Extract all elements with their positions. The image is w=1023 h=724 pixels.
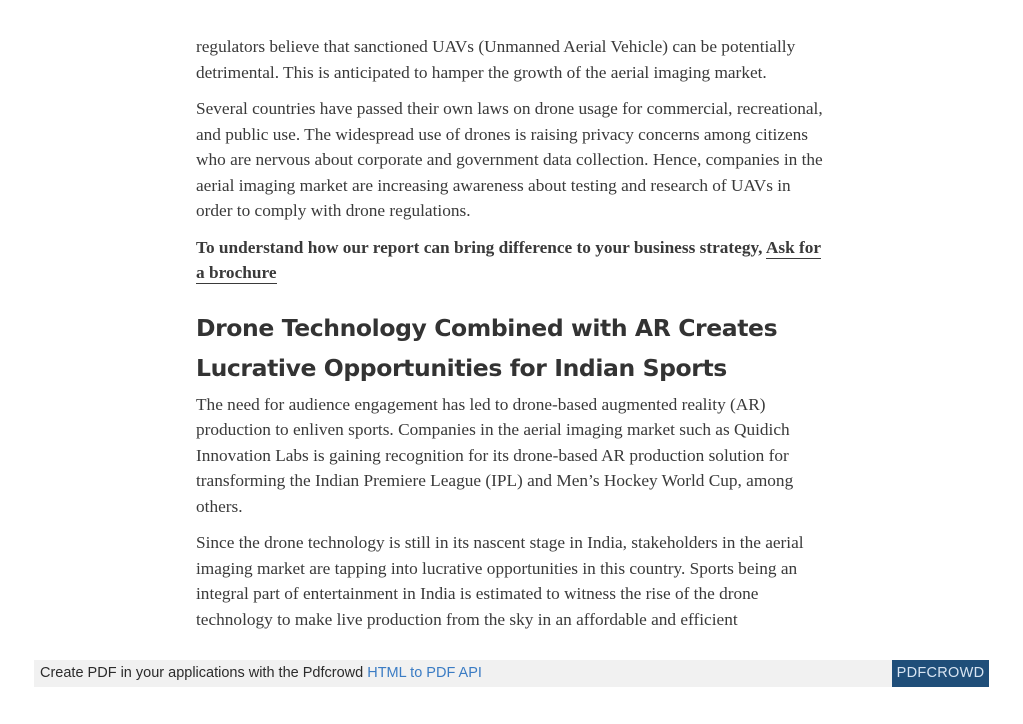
footer-message: Create PDF in your applications with the Pdfcrowd: [40, 665, 368, 681]
article-body: [196, 34, 826, 643]
html-to-pdf-api-link[interactable]: HTML to PDF API: [367, 665, 482, 681]
section-heading: Drone Technology Combined with AR Creates Lucrative Opportunities for Indian Sports: [196, 313, 778, 382]
ask-for-brochure-link[interactable]: Ask for a brochure: [196, 237, 822, 282]
pdfcrowd-brand-button[interactable]: PDFCROWD: [892, 660, 989, 687]
paragraph-drone-laws: Several countries have passed their own laws on drone usage for commercial, recreational, and public use. The widespread use of drones is raising privacy concerns among citizens who are nervous about corporate and government data collection. Hence, companies in the aerial imaging market are increasing awareness about testing and research of UAVs in order to comply with drone regulations.: [196, 99, 823, 220]
paragraph-ar-sports: The need for audience engagement has led to drone-based augmented reality (AR) production to enliven sports. Companies in the aerial imaging market such as Quidich Innovation Labs is gaining recognition for its drone-based AR production solution for transforming the Indian Premiere League (IPL) and Men’s Hockey World Cup, among others.: [196, 394, 794, 516]
brochure-callout: [196, 235, 826, 286]
paragraph-regulations: regulators believe that sanctioned UAVs (Unmanned Aerial Vehicle) can be potentially detrimental. This is anticipated to hamper the growth of the aerial imaging market.: [196, 37, 796, 82]
footer-text: [40, 665, 482, 681]
pdfcrowd-footer-bar: [34, 660, 989, 687]
paragraph-india-drones: Since the drone technology is still in its nascent stage in India, stakeholders in the aerial imaging market are tapping into lucrative opportunities in this country. Sports being an integral part of entertainment in India is estimated to witness the rise of the drone technology to make live production from the sky in an affordable and efficient: [196, 533, 804, 629]
brochure-callout-text: To understand how our report can bring difference to your business strategy,: [196, 237, 766, 257]
